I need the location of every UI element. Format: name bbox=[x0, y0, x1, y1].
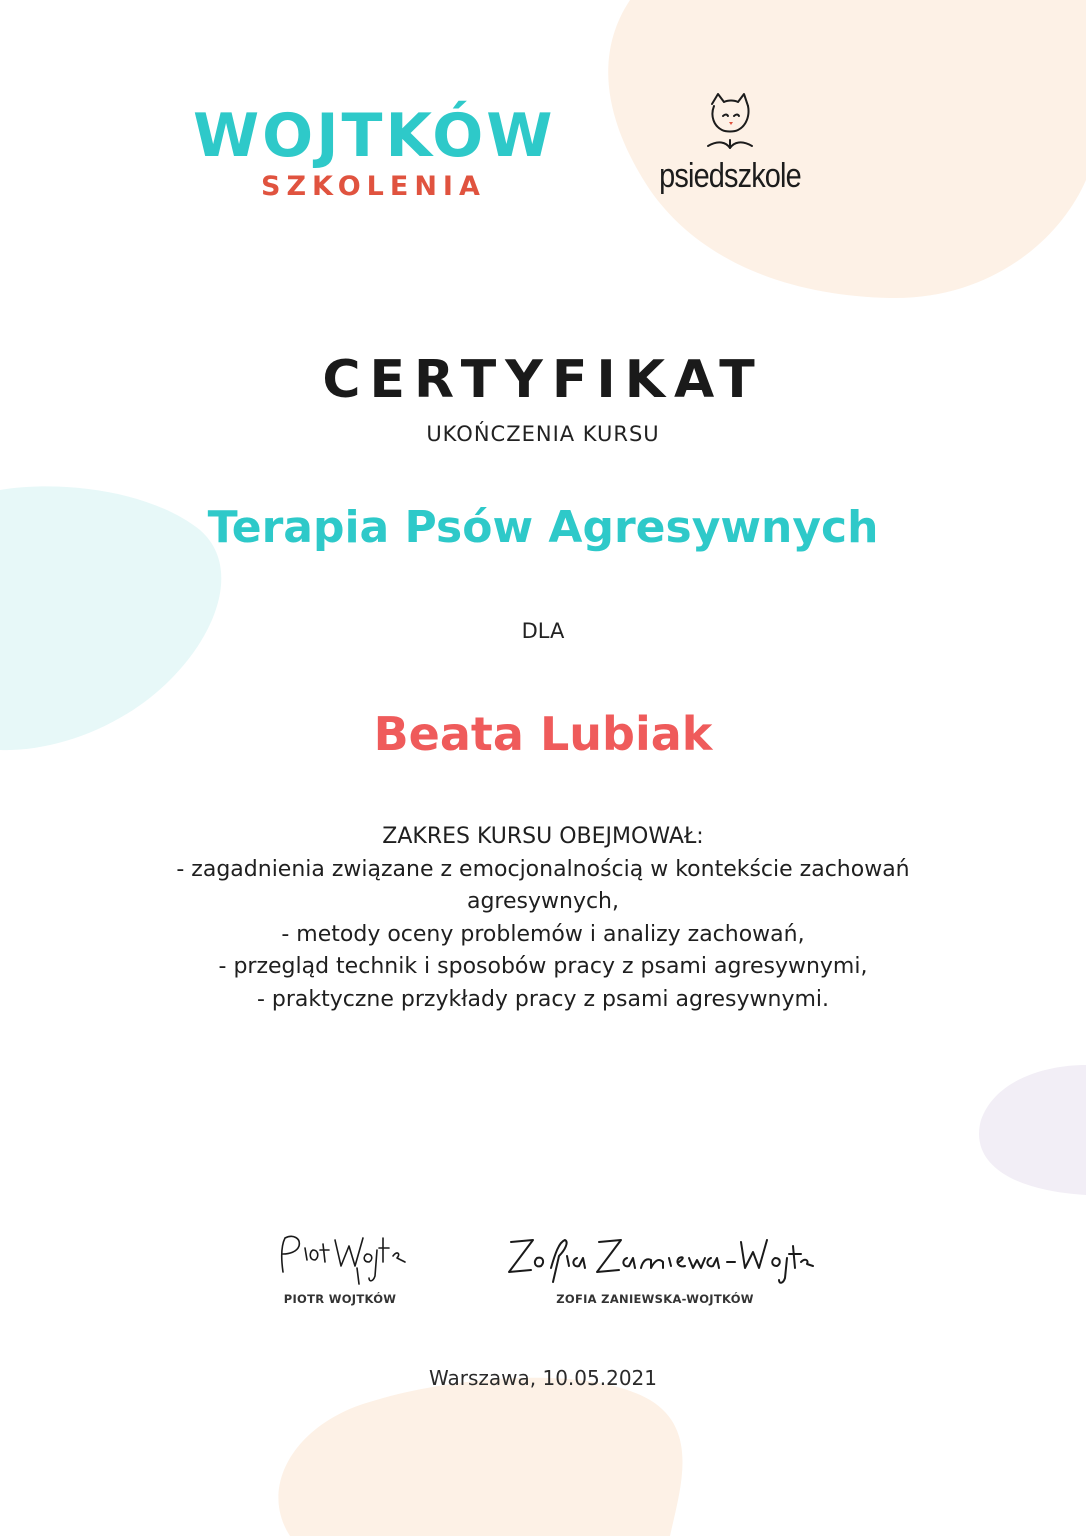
certificate-subtitle: UKOŃCZENIA KURSU bbox=[426, 422, 660, 446]
logo-wojtkow-text: WOJTKÓW bbox=[193, 101, 556, 171]
logo-psiedszkole-text: psiedszkole bbox=[659, 157, 801, 195]
scope-line: - praktyczne przykłady pracy z psami agresywnymi. bbox=[256, 986, 830, 1012]
scope-line: agresywnych, bbox=[466, 889, 619, 914]
scope-line: - przegląd technik i sposobów pracy z psami agresywnymi, bbox=[218, 954, 868, 979]
background-blob-lilac-right bbox=[975, 1060, 1086, 1200]
signature-piotr-image bbox=[265, 1228, 415, 1288]
scope-line: - zagadnienia związane z emocjonalnością w kontekście zachowań bbox=[176, 856, 910, 882]
wojtkow-szkolenia-logo bbox=[193, 101, 556, 206]
signature-block-zofia bbox=[490, 1228, 820, 1318]
signature-zofia-image bbox=[495, 1228, 815, 1288]
course-name: Terapia Psów Agresywnych bbox=[207, 502, 879, 553]
place-and-date: Warszawa, 10.05.2021 bbox=[429, 1366, 657, 1390]
scope-line: - metody oceny problemów i analizy zachowań, bbox=[281, 921, 805, 947]
logo-szkolenia-text: SZKOLENIA bbox=[261, 171, 486, 202]
scope-heading: ZAKRES KURSU OBEJMOWAŁ: bbox=[382, 824, 704, 849]
signatory-name: ZOFIA ZANIEWSKA-WOJTKÓW bbox=[556, 1292, 754, 1306]
for-label: DLA bbox=[521, 619, 565, 643]
signatory-name: PIOTR WOJTKÓW bbox=[283, 1292, 397, 1306]
course-scope bbox=[93, 821, 993, 1016]
signature-block-piotr bbox=[240, 1228, 440, 1318]
dog-reading-book-icon bbox=[690, 90, 770, 158]
psiedszkole-logo bbox=[640, 90, 820, 200]
recipient-name: Beata Lubiak bbox=[373, 707, 713, 761]
background-blob-peach-bottom bbox=[270, 1370, 690, 1536]
certificate-title: CERTYFIKAT bbox=[322, 350, 764, 410]
